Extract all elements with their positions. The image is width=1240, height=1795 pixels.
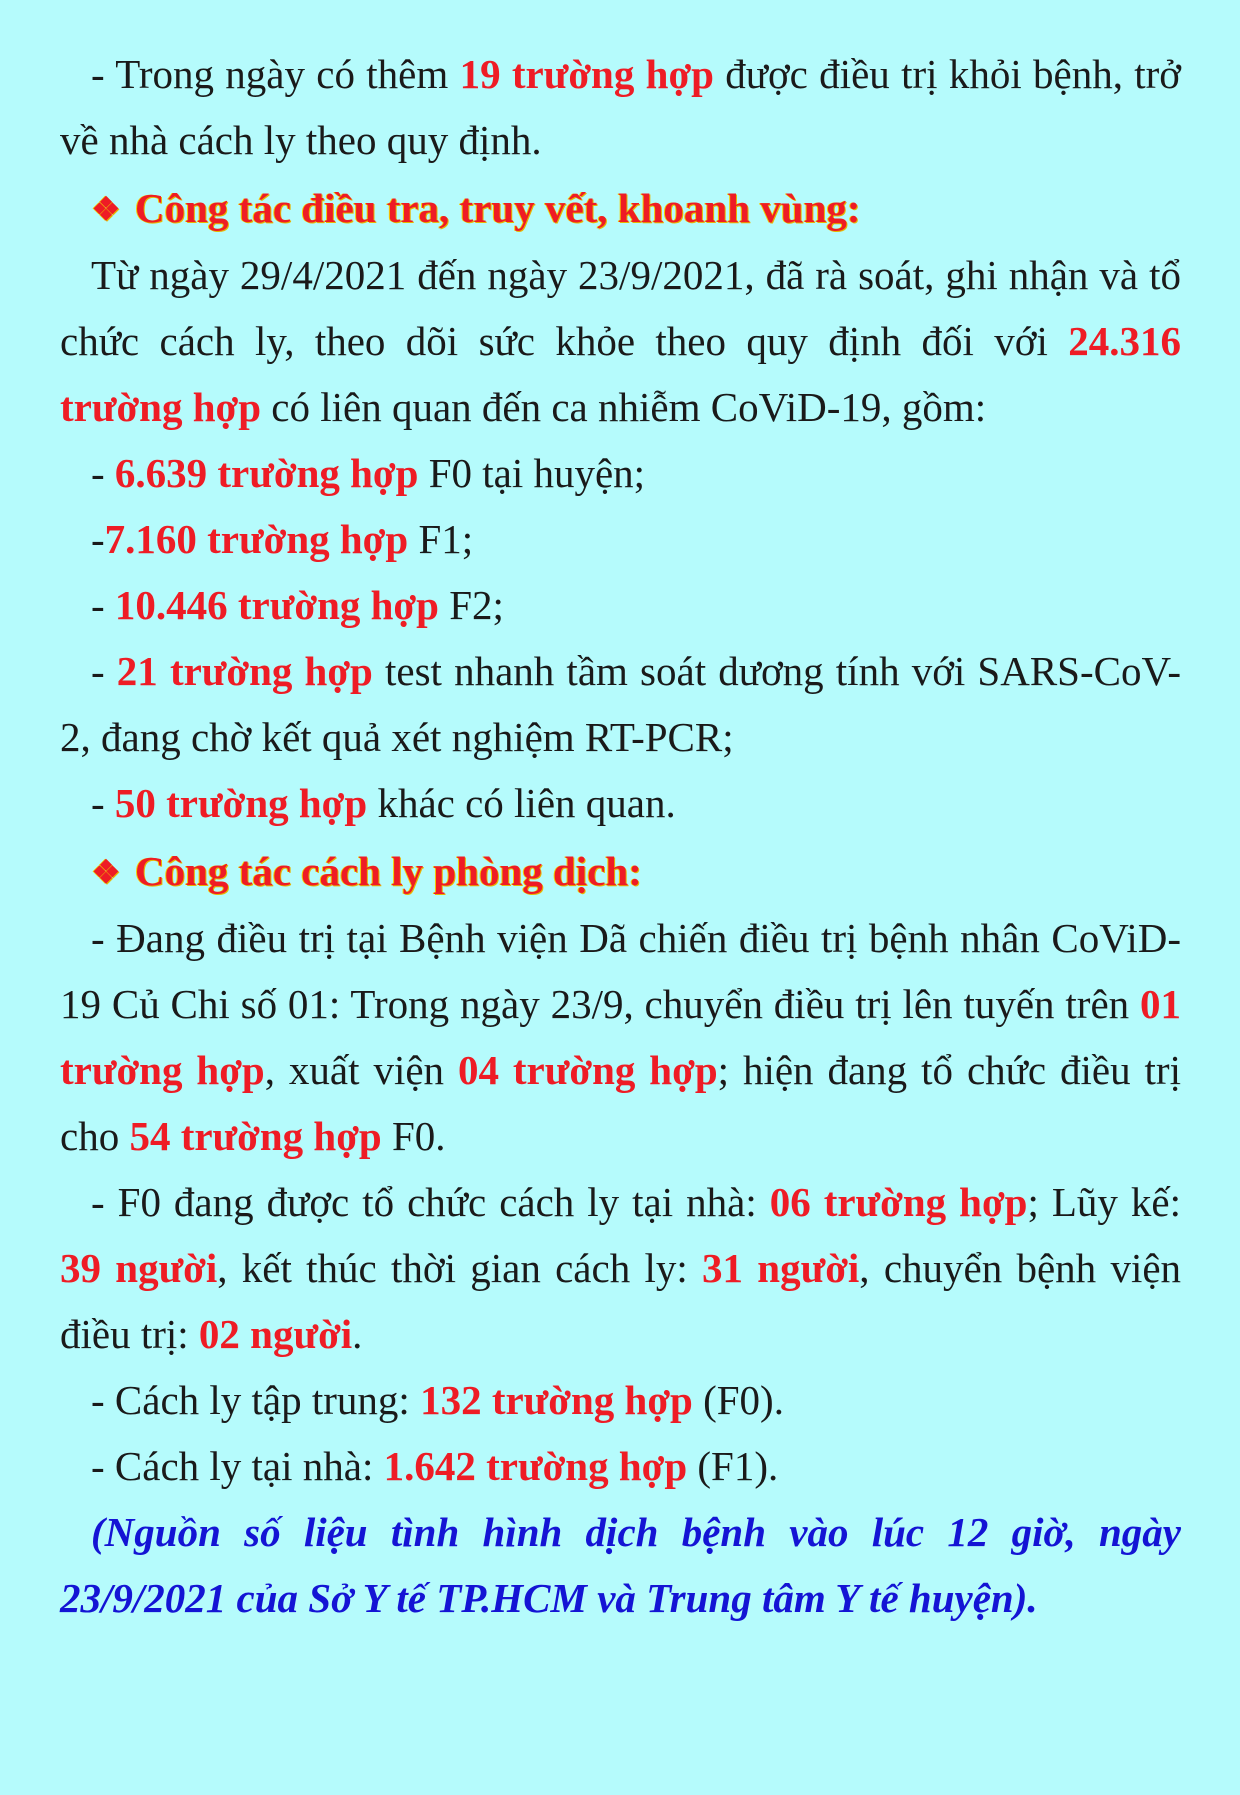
home-f0-text: - F0 đang được tổ chức cách ly tại nhà: [91, 1179, 770, 1225]
list-item-count: 21 trường hợp [116, 648, 373, 694]
investigation-intro-text: Từ ngày 29/4/2021 đến ngày 23/9/2021, đã rà soát, ghi nhận và tổ chức cách ly, theo dõi sức khỏe theo quy định đối với [60, 252, 1181, 364]
quarantine-heading-text: Công tác cách ly phòng dịch: [135, 848, 642, 894]
list-item-count: 6.639 trường hợp [114, 450, 419, 496]
investigation-heading [60, 175, 1181, 242]
source-note: (Nguồn số liệu tình hình dịch bệnh vào lúc 12 giờ, ngày 23/9/2021 của Sở Y tế TP.HCM và Trung tâm Y tế huyện). [60, 1509, 1181, 1621]
hospital-text: F0. [381, 1113, 446, 1159]
list-item-prefix: - [91, 582, 115, 628]
list-item-prefix: - [91, 648, 117, 694]
investigation-total: 24.316 trường hợp [60, 318, 1181, 430]
central-count: 132 trường hợp [420, 1377, 693, 1423]
investigation-intro [60, 242, 1181, 440]
hospital-text: , xuất viện [264, 1047, 458, 1093]
home-f0-text: ; Lũy kế: [1027, 1179, 1181, 1225]
hospital-text: ; hiện đang tổ chức điều trị cho [60, 1047, 1181, 1159]
home-f0-hospital-count: 02 người [198, 1311, 353, 1357]
discharged-count: 04 trường hợp [457, 1047, 718, 1093]
list-item-suffix: F1; [408, 516, 474, 562]
list-item-count: 10.446 trường hợp [114, 582, 439, 628]
central-quarantine [60, 1367, 1181, 1433]
home-f0-text: , kết thúc thời gian cách ly: [217, 1245, 703, 1291]
recovered-count: 19 trường hợp [459, 51, 714, 97]
document-page [0, 41, 1240, 1795]
home-f0-cumulative-count: 39 người [60, 1245, 218, 1291]
home-f0-text: , chuyển bệnh viện điều trị: [60, 1245, 1182, 1357]
home-f0-finished-count: 31 người [702, 1245, 860, 1291]
home-quarantine [60, 1433, 1181, 1499]
list-item-suffix: F0 tại huyện; [418, 450, 646, 496]
home-suffix: (F1). [687, 1443, 779, 1489]
list-item-other [60, 770, 1181, 836]
home-f0-paragraph [60, 1169, 1181, 1367]
investigation-heading-text: Công tác điều tra, truy vết, khoanh vùng: [135, 185, 861, 231]
list-item-count: 50 trường hợp [114, 780, 368, 826]
recovered-suffix: được điều trị khỏi bệnh, trở về nhà cách ly theo quy định. [60, 51, 1181, 163]
quarantine-heading [60, 838, 1181, 905]
central-prefix: - Cách ly tập trung: [91, 1377, 421, 1423]
recovered-paragraph [60, 41, 1181, 173]
home-count: 1.642 trường hợp [383, 1443, 688, 1489]
list-item-count: 7.160 trường hợp [104, 516, 409, 562]
hospital-paragraph [60, 905, 1181, 1169]
home-f0-text: . [352, 1311, 363, 1357]
list-item-f2 [60, 572, 1181, 638]
recovered-prefix: - Trong ngày có thêm [91, 51, 460, 97]
treating-count: 54 trường hợp [129, 1113, 382, 1159]
diamond-ornament-icon: ❖ [91, 854, 121, 890]
list-item-suffix: F2; [438, 582, 504, 628]
investigation-intro-suffix: có liên quan đến ca nhiễm CoViD-19, gồm: [261, 384, 987, 430]
hospital-text: - Đang điều trị tại Bệnh viện Dã chiến điều trị bệnh nhân CoViD-19 Củ Chi số 01: Trong ngày 23/9, chuyển điều trị lên tuyến trên [60, 915, 1181, 1027]
list-item-prefix: - [91, 780, 115, 826]
list-item-prefix: - [91, 516, 105, 562]
list-item-f1 [60, 506, 1181, 572]
diamond-ornament-icon: ❖ [91, 191, 121, 227]
list-item-f0 [60, 440, 1181, 506]
home-f0-current-count: 06 trường hợp [769, 1179, 1028, 1225]
list-item-suffix: test nhanh tầm soát dương tính với SARS-CoV-2, đang chờ kết quả xét nghiệm RT-PCR; [60, 648, 1181, 760]
transferred-count: 01 trường hợp [60, 981, 1181, 1093]
list-item-suffix: khác có liên quan. [367, 780, 676, 826]
list-item-rapid-test [60, 638, 1181, 770]
central-suffix: (F0). [692, 1377, 784, 1423]
list-item-prefix: - [91, 450, 115, 496]
home-prefix: - Cách ly tại nhà: [91, 1443, 384, 1489]
